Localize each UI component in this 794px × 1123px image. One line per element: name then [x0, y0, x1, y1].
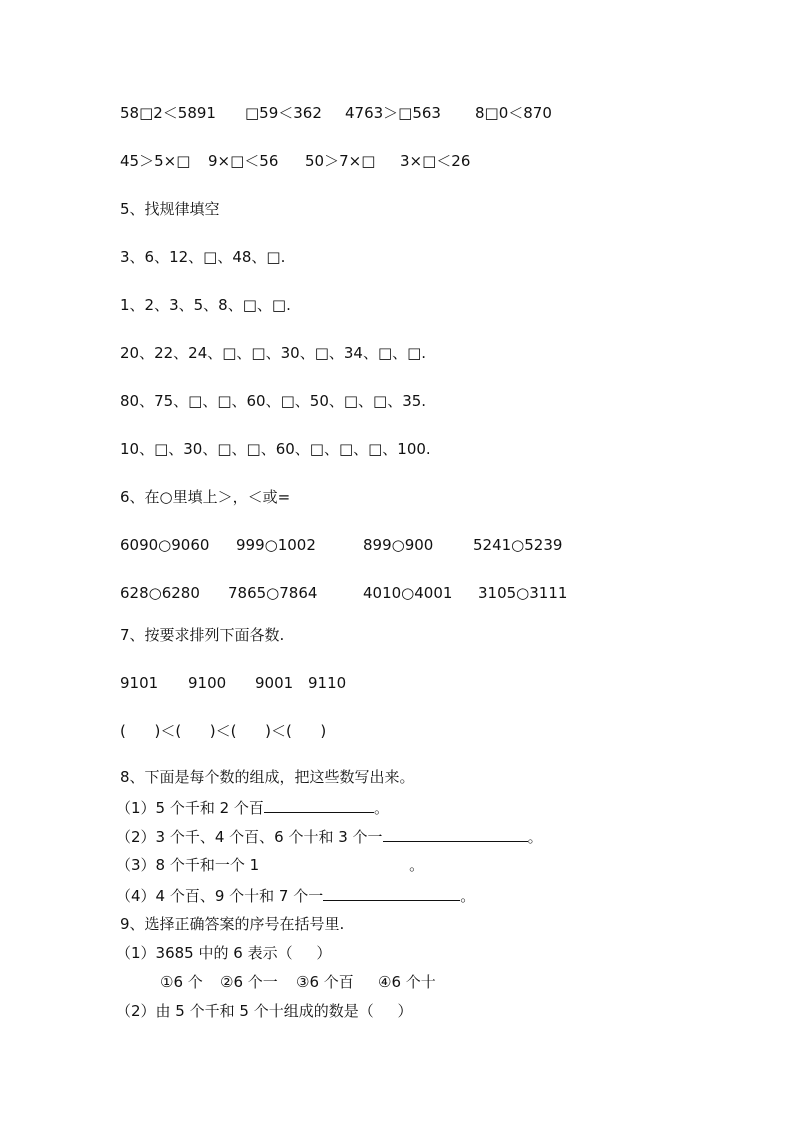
compare-item: 628○6280 — [120, 584, 200, 602]
expression: 50＞7×□ — [305, 152, 376, 170]
number: 9110 — [308, 674, 347, 692]
number-list — [120, 674, 347, 764]
option: ④6 个十 — [378, 973, 436, 991]
compare-item: 4010○4001 — [363, 584, 453, 602]
sequence-line: 20、22、24、□、□、30、□、34、□、□. — [120, 344, 427, 362]
q8-title: 8、下面是每个数的组成，把这些数写出来。 — [120, 768, 415, 786]
item-text: （3）8 个千和一个 1 — [116, 856, 260, 874]
answer-blank[interactable] — [264, 798, 374, 813]
expression: 8□0＜870 — [475, 104, 552, 122]
option: ③6 个百 — [296, 973, 354, 991]
expression: 58□2＜5891 — [120, 104, 216, 122]
item-end: 。 — [409, 856, 425, 874]
item-end: 。 — [527, 828, 543, 846]
sequence-line: 3、6、12、□、48、□. — [120, 248, 286, 266]
q6-title: 6、在○里填上＞，＜或= — [120, 488, 291, 506]
q5-title: 5、找规律填空 — [120, 200, 220, 218]
q8-item-4 — [116, 886, 475, 905]
item-end: 。 — [460, 887, 476, 905]
number: 9001 — [255, 674, 294, 692]
q8-item-2 — [116, 827, 543, 846]
compare-item: 899○900 — [363, 536, 434, 554]
option: ①6 个 — [160, 973, 203, 991]
expression: 45＞5×□ — [120, 152, 191, 170]
number: 9101 — [120, 674, 159, 692]
expression: 9×□＜56 — [208, 152, 279, 170]
order-answer-line: ( )＜( )＜( )＜( ) — [120, 722, 327, 740]
expression: 3×□＜26 — [400, 152, 471, 170]
q7-title: 7、按要求排列下面各数. — [120, 626, 285, 644]
q8-item-1 — [116, 798, 389, 817]
q9-sub-2: （2）由 5 个千和 5 个十组成的数是（ ） — [116, 1002, 413, 1020]
sequence-line: 80、75、□、□、60、□、50、□、□、35. — [120, 392, 427, 410]
sequence-line: 1、2、3、5、8、□、□. — [120, 296, 291, 314]
q8-item-3 — [116, 856, 424, 874]
expression: 4763＞□563 — [345, 104, 441, 122]
compare-item: 6090○9060 — [120, 536, 210, 554]
compare-item: 5241○5239 — [473, 536, 563, 554]
item-text: （4）4 个百、9 个十和 7 个一 — [116, 887, 324, 905]
item-end: 。 — [373, 799, 389, 817]
compare-item: 3105○3111 — [478, 584, 568, 602]
option: ②6 个一 — [220, 973, 278, 991]
item-text: （1）5 个千和 2 个百 — [116, 799, 264, 817]
sequence-line: 10、□、30、□、□、60、□、□、□、100. — [120, 440, 431, 458]
q9-title: 9、选择正确答案的序号在括号里. — [120, 915, 345, 933]
answer-blank[interactable] — [323, 886, 460, 901]
answer-blank[interactable] — [383, 827, 528, 842]
q9-sub-1: （1）3685 中的 6 表示（ ） — [116, 944, 332, 962]
expression: □59＜362 — [245, 104, 322, 122]
compare-item: 999○1002 — [236, 536, 316, 554]
compare-item: 7865○7864 — [228, 584, 318, 602]
number: 9100 — [188, 674, 227, 692]
item-text: （2）3 个千、4 个百、6 个十和 3 个一 — [116, 828, 383, 846]
